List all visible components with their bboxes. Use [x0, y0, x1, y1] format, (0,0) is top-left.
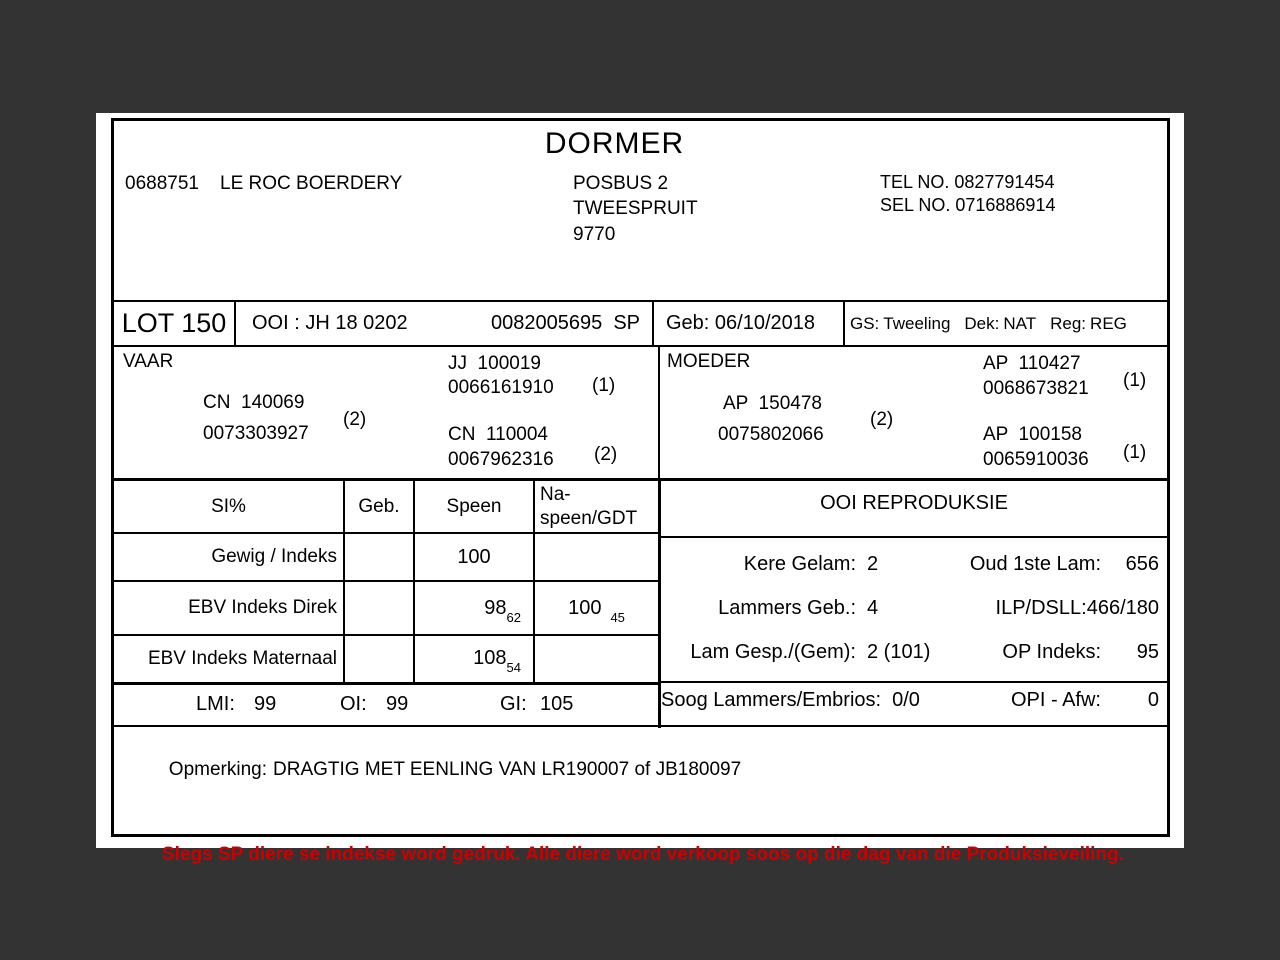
repro-label: Oud 1ste Lam: [969, 552, 1101, 575]
repro-label: Kere Gelam: [743, 552, 856, 575]
seller-member-no: 0688751 [125, 173, 199, 194]
repro-row [661, 551, 1167, 577]
table-row [114, 635, 658, 683]
vaar-label: VAAR [123, 351, 174, 372]
si-table [114, 481, 658, 685]
repro-value: 0 [1147, 688, 1159, 711]
repro-label: Lammers Geb.: [718, 596, 856, 619]
geb-cell [344, 581, 414, 635]
geb-cell [344, 533, 414, 581]
main-section [114, 478, 1167, 728]
naspeen-cell [534, 635, 658, 683]
dam-note: (2) [870, 409, 894, 430]
repro-value: 466/180 [1086, 596, 1159, 619]
birthdate: Geb: 06/10/2018 [666, 312, 816, 334]
geb-header: Geb. [344, 481, 414, 533]
lot-row [114, 300, 1167, 347]
gs-label: GS: [850, 313, 880, 333]
moeder-gp2-id: AP 100158 [983, 424, 1082, 445]
repro-label: Lam Gesp./(Gem): [690, 640, 856, 663]
lmi-value: 99 [254, 693, 277, 715]
si-header-row [114, 481, 658, 533]
birthdate-cell [654, 302, 845, 345]
gi-value: 105 [540, 693, 574, 715]
status-cell [845, 302, 1167, 345]
repro-value: 0/0 [892, 688, 920, 711]
vaar-gp1-note: (1) [592, 375, 616, 396]
speen-cell: $108_{54}$ [414, 635, 534, 683]
sire-id: CN 140069 [203, 392, 305, 413]
repro-label: OP Indeks: [1002, 640, 1101, 663]
oi-value: 99 [386, 693, 409, 715]
animal-id: OOI : JH 18 0202 [252, 312, 408, 334]
naspeen-cell: 100 $_{45}$ [534, 581, 658, 635]
gs-value: Tweeling [883, 313, 951, 333]
vaar-gp2-reg: 0067962316 [448, 449, 554, 470]
repro-label: OPI - Afw: [1010, 688, 1101, 711]
naspeen-cell [534, 533, 658, 581]
sel-no: SEL NO. 0716886914 [880, 195, 1056, 215]
indices-row [114, 683, 658, 728]
repro-label: ILP/DSLL: [995, 596, 1087, 619]
repro-label: Soog Lammers/Embrios: [661, 688, 882, 711]
animal-reg-no: 0082005695 SP [490, 312, 640, 334]
seller-name: LE ROC BOERDERY [220, 173, 403, 194]
repro-separator [661, 536, 1167, 538]
remark-section [114, 725, 1167, 834]
moeder-gp2-reg: 0065910036 [983, 449, 1089, 470]
moeder-gp1-reg: 0068673821 [983, 378, 1089, 399]
si-header: SI% [114, 481, 344, 533]
speen-header: Speen [414, 481, 534, 533]
speen-cell: $98_{62}$ [414, 581, 534, 635]
row-label: Gewig / Indeks [114, 533, 344, 581]
table-row [114, 581, 658, 635]
lot-card [111, 118, 1170, 837]
moeder-gp1-id: AP 110427 [983, 353, 1081, 374]
repro-value: 4 [867, 596, 879, 619]
repro-panel [661, 481, 1167, 728]
dam-id: AP 150478 [723, 393, 822, 414]
pedigree-divider [658, 345, 660, 478]
breed-title: DORMER [544, 127, 685, 160]
moeder-gp1-note: (1) [1123, 370, 1147, 391]
dek-value: NAT [1003, 313, 1037, 333]
header-section [114, 121, 1167, 300]
speen-cell: 100 [414, 533, 534, 581]
reg-value: REG [1090, 313, 1127, 333]
repro-value: 2 (101) [867, 640, 931, 663]
remark-line [116, 737, 741, 803]
repro-title: OOI REPRODUKSIE [820, 492, 1008, 514]
moeder-label: MOEDER [667, 351, 751, 372]
repro-value: 95 [1136, 640, 1159, 663]
reg-label: Reg: [1050, 313, 1087, 333]
catalog-page [96, 113, 1184, 865]
repro-value: 656 [1125, 552, 1159, 575]
moeder-gp2-note: (1) [1123, 442, 1147, 463]
vaar-gp2-note: (2) [594, 444, 618, 465]
tel-no: TEL NO. 0827791454 [880, 172, 1055, 192]
gi-label: GI: [500, 693, 527, 715]
repro-value: 2 [867, 552, 879, 575]
geb-cell [344, 635, 414, 683]
clipped-red-footer-text: Slegs SP diere se indekse word gedruk. Alle diere word verkoop soos op die dag van die Produksieveiling. [162, 844, 1124, 865]
vaar-gp1-reg: 0066161910 [448, 377, 554, 398]
lot-number: LOT 150 [114, 302, 236, 345]
vaar-gp2-id: CN 110004 [448, 424, 548, 445]
lmi-label: LMI: [196, 693, 235, 715]
sire-note: (2) [343, 409, 367, 430]
repro-row [661, 639, 1167, 665]
sire-reg: 0073303927 [203, 423, 309, 444]
address-line3: 9770 [573, 224, 616, 245]
naspeen-header: Na- speen/GDT [534, 481, 658, 533]
repro-separator [661, 681, 1167, 683]
row-label: EBV Indeks Direk [114, 581, 344, 635]
animal-id-cell [236, 302, 654, 345]
pedigree-section [114, 345, 1167, 478]
remark-text: DRAGTIG MET EENLING VAN LR190007 of JB180097 [273, 759, 742, 780]
oi-label: OI: [340, 693, 367, 715]
dek-label: Dek: [964, 313, 1000, 333]
vaar-gp1-id: JJ 100019 [448, 353, 541, 374]
dam-reg: 0075802066 [718, 424, 824, 445]
row-label: EBV Indeks Maternaal [114, 635, 344, 683]
remark-label: Opmerking: [168, 759, 267, 780]
table-row [114, 533, 658, 581]
address-line2: TWEESPRUIT [573, 198, 698, 219]
repro-row [661, 687, 1167, 713]
repro-row [661, 595, 1167, 621]
address-line1: POSBUS 2 [573, 173, 669, 194]
